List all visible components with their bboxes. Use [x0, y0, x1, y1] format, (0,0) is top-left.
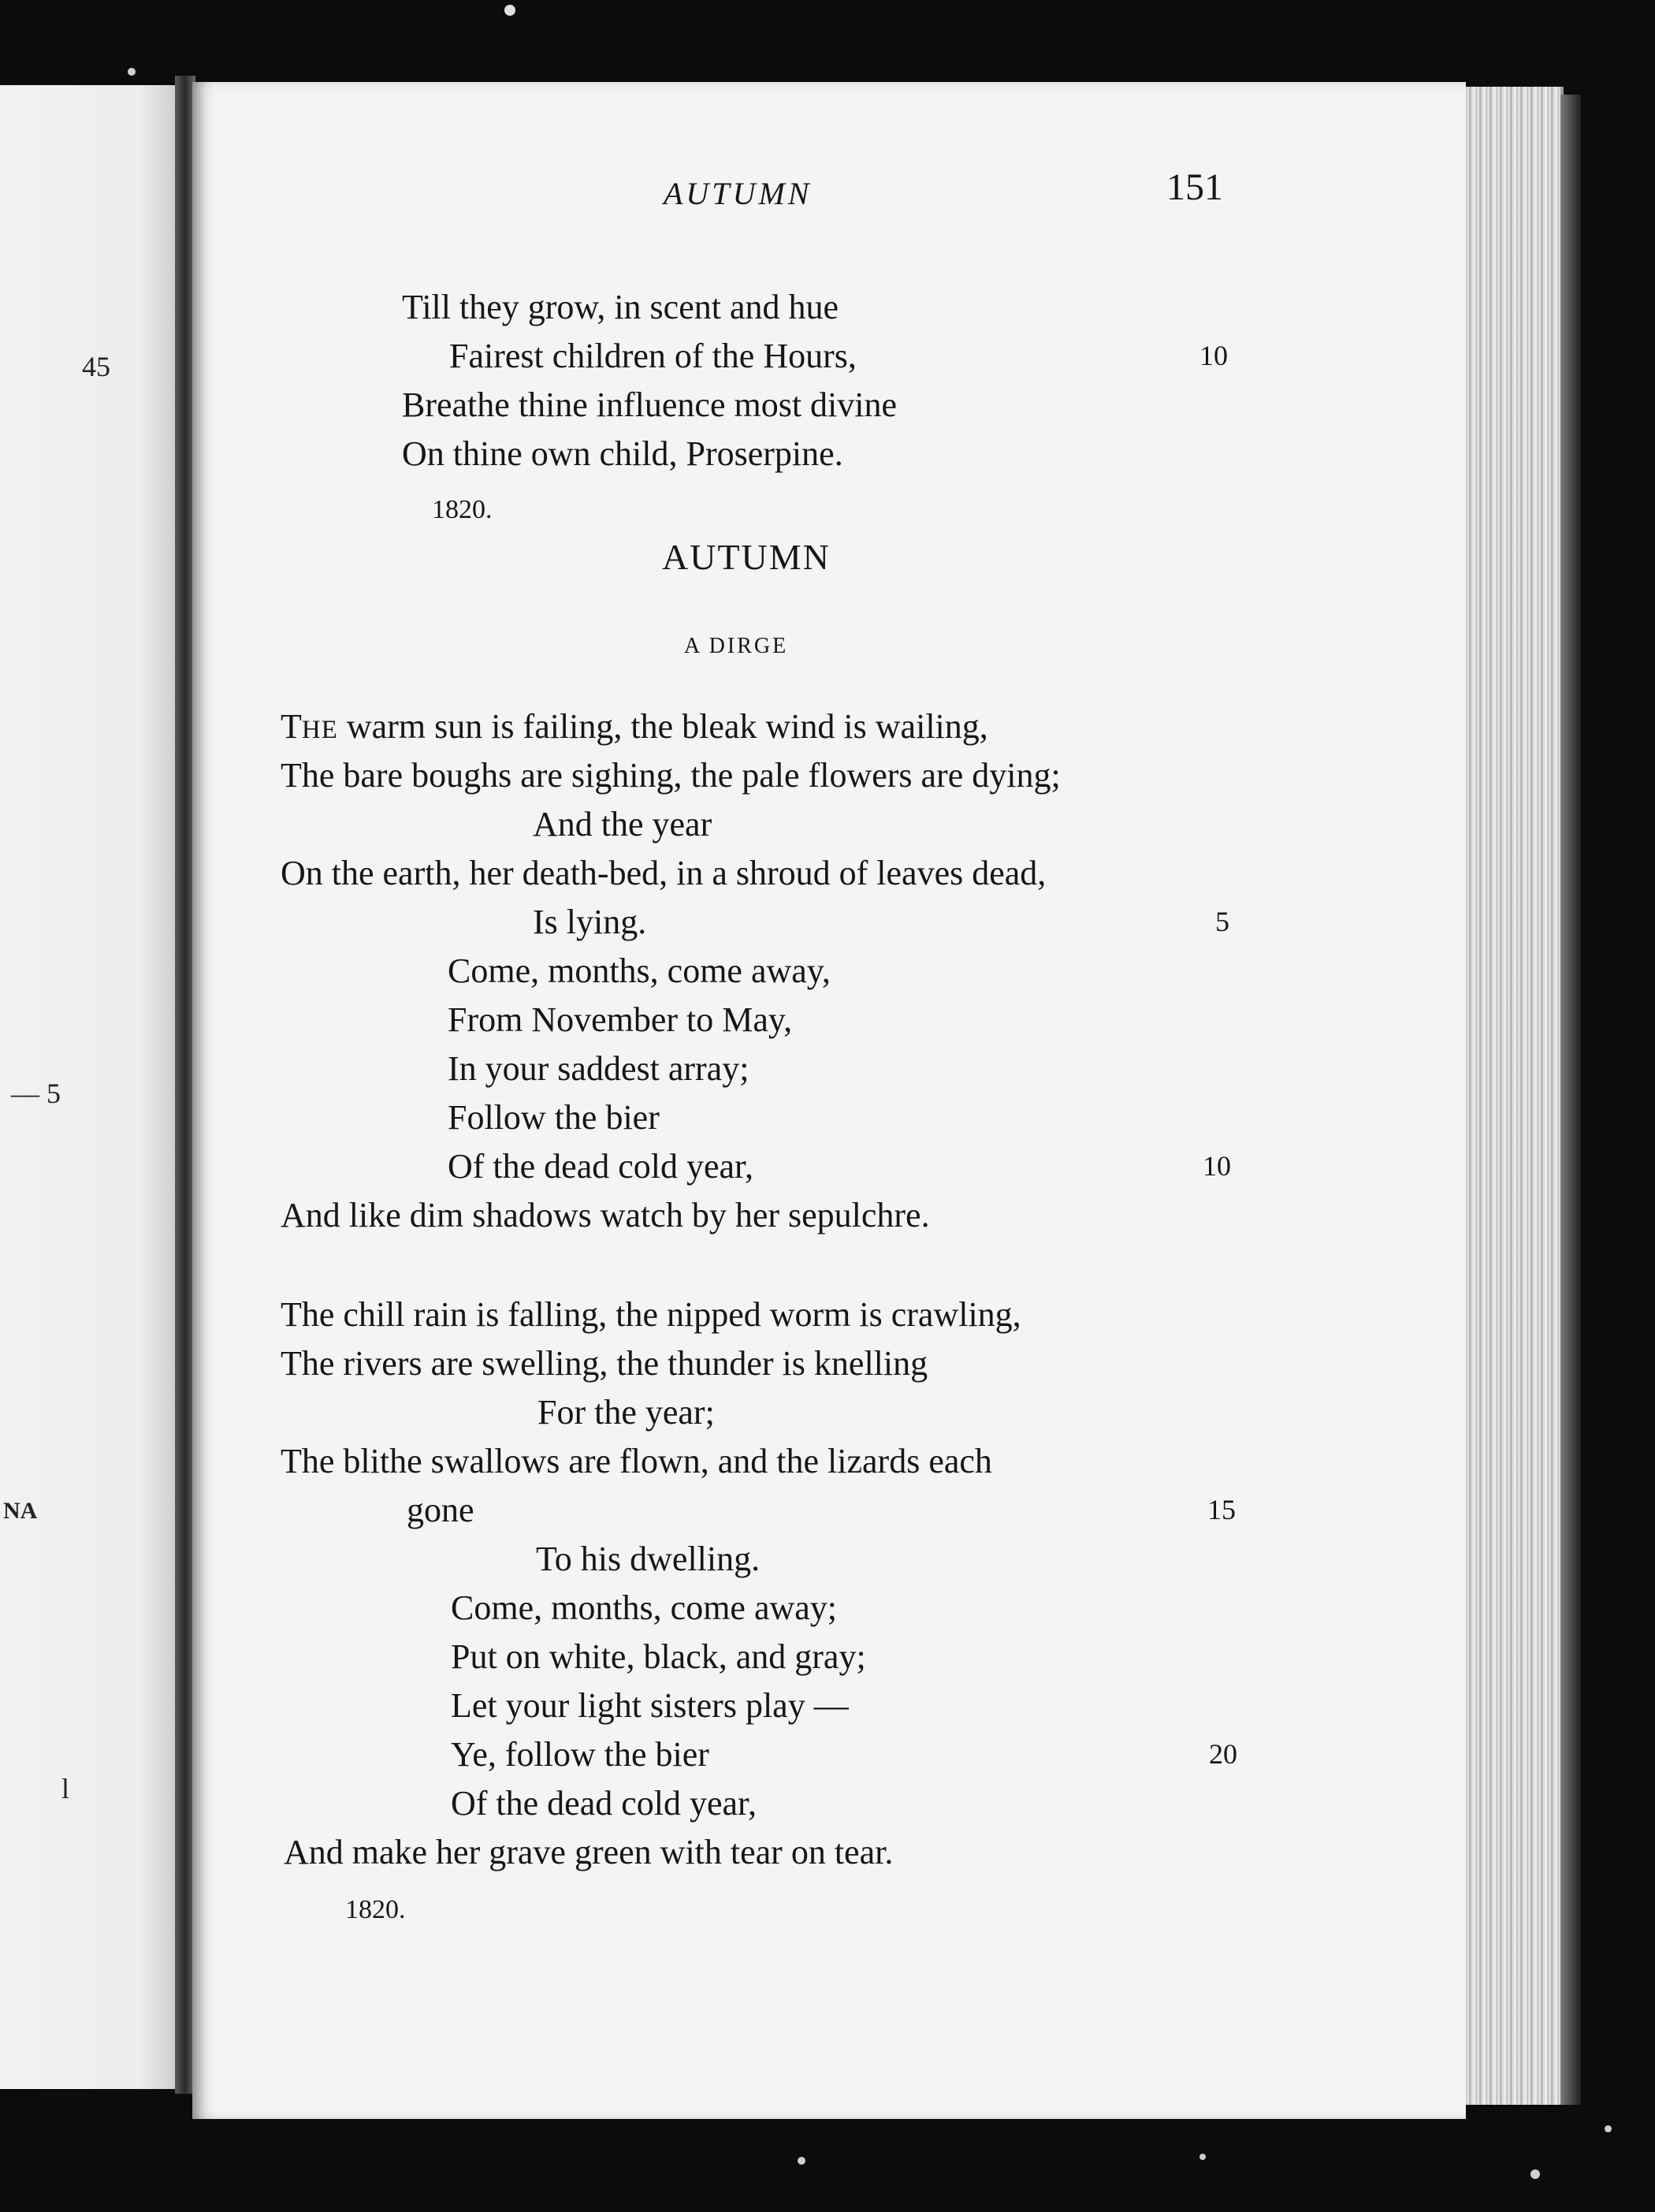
- poem-line: To his dwelling.: [536, 1540, 761, 1578]
- poem-line: Come, months, come away,: [448, 951, 831, 990]
- page-number: 151: [1166, 166, 1223, 208]
- poem-line: On thine own child, Proserpine.: [402, 434, 843, 473]
- poem-line: Follow the bier: [448, 1098, 660, 1137]
- poem-line: Breathe thine influence most divine: [402, 385, 898, 424]
- line-number: 10: [1199, 340, 1228, 371]
- scan-speck: [1605, 2125, 1612, 2132]
- poem-line: In your saddest array;: [448, 1049, 749, 1088]
- poem-line: The bare boughs are sighing, the pale flowers are dying;: [281, 756, 1061, 795]
- line-number: 15: [1207, 1494, 1236, 1525]
- poem-title: AUTUMN: [662, 537, 831, 577]
- poem-date: 1820.: [432, 495, 493, 524]
- poem-line: The blithe swallows are flown, and the lizards each: [281, 1442, 992, 1480]
- scan-speck: [798, 2157, 805, 2165]
- poem-line: Ye, follow the bier: [451, 1735, 709, 1774]
- line-number: 20: [1209, 1738, 1237, 1770]
- poem-line: Let your light sisters play —: [451, 1686, 849, 1725]
- running-title: AUTUMN: [664, 176, 813, 211]
- poem-line: [281, 706, 988, 747]
- poem-line: And the year: [533, 805, 712, 843]
- poem-date: 1820.: [345, 1895, 406, 1924]
- book-page: [192, 82, 1466, 2119]
- left-page: [0, 85, 175, 2089]
- poem-line: gone: [407, 1491, 474, 1529]
- poem-line: The rivers are swelling, the thunder is knelling: [281, 1344, 928, 1383]
- scan-speck: [1530, 2169, 1540, 2179]
- poem-line: Put on white, black, and gray;: [451, 1637, 866, 1676]
- poem-line: Fairest children of the Hours,: [449, 337, 857, 375]
- line-number: 10: [1203, 1150, 1231, 1182]
- poem-subtitle: A DIRGE: [684, 634, 789, 658]
- page-edges: [1462, 87, 1564, 2105]
- poem-line-text: warm sun is failing, the bleak wind is wailing,: [337, 707, 988, 746]
- scan-speck: [504, 5, 515, 16]
- line-number: 5: [1215, 906, 1229, 937]
- poem-line: Of the dead cold year,: [448, 1147, 753, 1186]
- edge-shadow: [1560, 95, 1581, 2105]
- poem-line: And like dim shadows watch by her sepulchre.: [281, 1196, 930, 1234]
- poem-line: Till they grow, in scent and hue: [402, 288, 839, 326]
- poem-line: The chill rain is falling, the nipped worm is crawling,: [281, 1295, 1021, 1334]
- scan-speck: [1199, 2154, 1206, 2160]
- poem-line: On the earth, her death-bed, in a shroud of leaves dead,: [281, 854, 1047, 892]
- first-word-lead: T: [281, 707, 302, 746]
- left-page-mark-na: NA: [3, 1498, 38, 1524]
- poem-line: For the year;: [537, 1393, 715, 1432]
- poem-line: And make her grave green with tear on tear.: [284, 1833, 894, 1871]
- poem-line: From November to May,: [448, 1000, 793, 1039]
- left-page-mark-l: l: [61, 1773, 70, 1804]
- left-page-mark-45: 45: [82, 351, 110, 382]
- poem-line: Of the dead cold year,: [451, 1784, 757, 1823]
- scan-speck: [128, 68, 136, 76]
- first-word-small-caps: HE: [301, 716, 338, 744]
- poem-line: Is lying.: [533, 903, 647, 941]
- poem-line: Come, months, come away;: [451, 1588, 838, 1627]
- left-page-mark-dash-5: — 5: [11, 1078, 61, 1109]
